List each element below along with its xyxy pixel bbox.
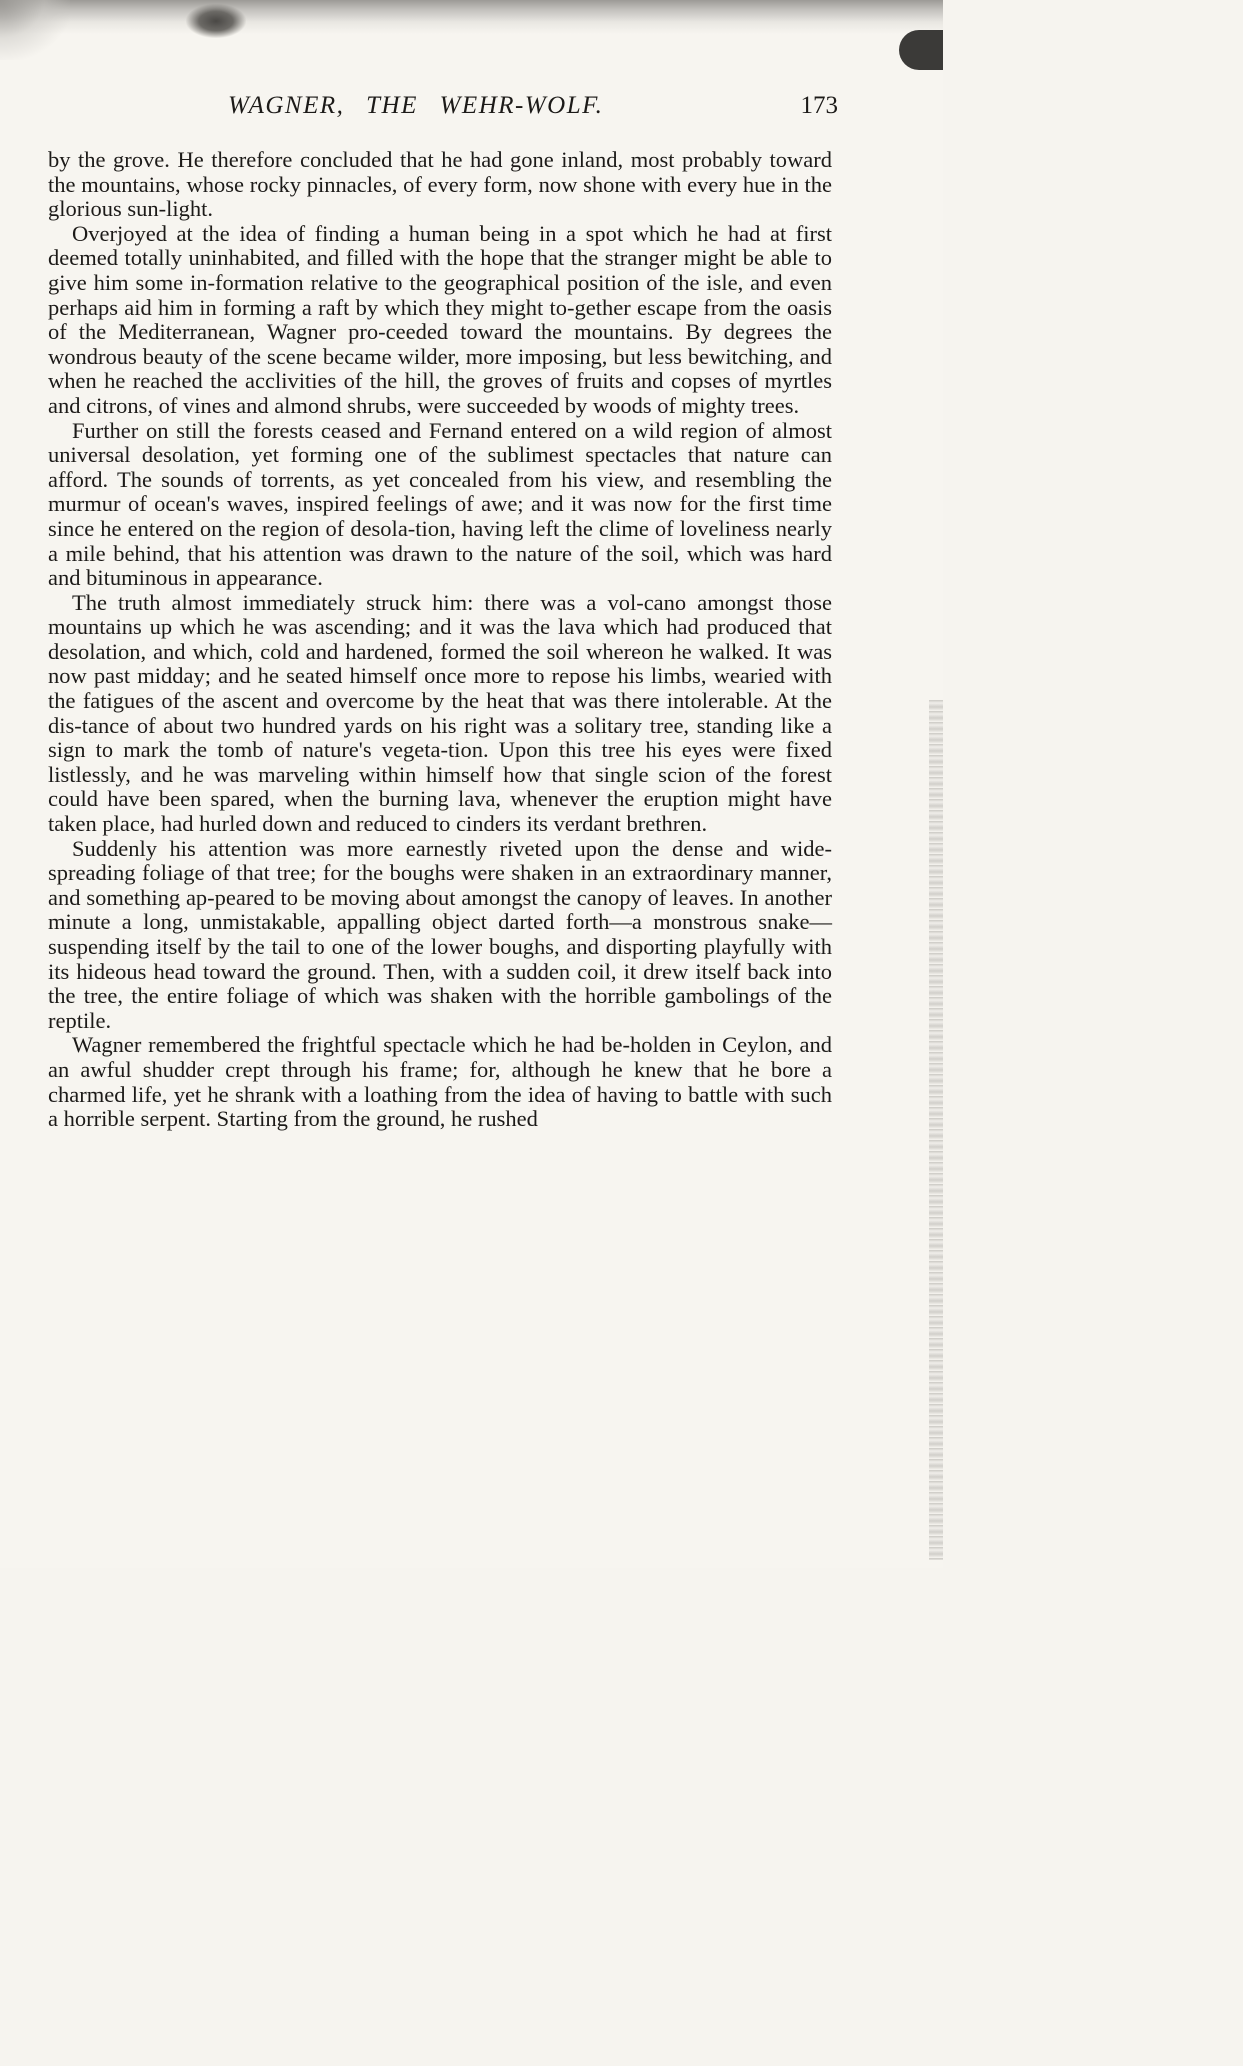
scan-shadow <box>0 0 943 34</box>
page-number: 173 <box>800 92 838 119</box>
page-header <box>48 92 838 126</box>
scan-blot <box>186 4 246 38</box>
scan-corner-shadow <box>0 0 70 60</box>
running-title: WAGNER, THE WEHR-WOLF. <box>228 92 604 119</box>
paragraph: Further on still the forests ceased and Fernand entered on a wild region of almost universal desolation, yet forming one of the sublimest spectacles that nature can afford. The sounds of torrents, as yet concealed from his view, and resembling the murmur of ocean's waves, inspired feelings of awe; and it was now for the first time since he entered on the region of desola-tion, having left the clime of loveliness nearly a mile behind, that his attention was drawn to the nature of the soil, which was hard and bituminous in appearance. <box>48 417 832 591</box>
page-edge-speckle <box>929 700 943 1560</box>
paragraph: Overjoyed at the idea of finding a human being in a spot which he had at first deemed totally uninhabited, and filled with the hope that the stranger might be able to give him some in-formation relative to the geographical position of the isle, and even perhaps aid him in forming a raft by which they might to-gether escape from the oasis of the Mediterranean, Wagner pro-ceeded toward the mountains. By degrees the wondrous beauty of the scene became wilder, more imposing, but less bewitching, and when he reached the acclivities of the hill, the groves of fruits and copses of myrtles and citrons, of vines and almond shrubs, were succeeded by woods of mighty trees. <box>48 220 832 418</box>
paragraph: The truth almost immediately struck him: there was a vol-cano amongst those mountains up which he was ascending; and it was the lava which had produced that desolation, and which, cold and hardened, formed the soil whereon he walked. It was now past midday; and he seated himself once more to repose his limbs, wearied with the fatigues of the ascent and overcome by the heat that was there intolerable. At the dis-tance of about two hundred yards on his right was a solitary tree, standing like a sign to mark the tomb of nature's vegeta-tion. Upon this tree his eyes were fixed listlessly, and he was marveling within himself how that single scion of the forest could have been spared, when the burning lava, whenever the eruption might have taken place, had hurled down and reduced to cinders its verdant brethren. <box>48 589 832 837</box>
paragraph: by the grove. He therefore concluded that he had gone inland, most probably toward the mountains, whose rocky pinnacles, of every form, now shone with every hue in the glorious sun-light. <box>48 147 832 222</box>
paragraph: Suddenly his attention was more earnestly riveted upon the dense and wide-spreading foliage of that tree; for the boughs were shaken in an extraordinary manner, and something ap-peared to be moving about amongst the canopy of leaves. In another minute a long, unmistakable, appalling object darted forth—a monstrous snake—suspending itself by the tail to one of the lower boughs, and disporting playfully with its hideous head toward the ground. Then, with a sudden coil, it drew itself back into the tree, the entire foliage of which was shaken with the horrible gambolings of the reptile. <box>48 835 832 1033</box>
paragraph: Wagner remembered the frightful spectacle which he had be-holden in Ceylon, and an awful shudder crept through his frame; for, although he knew that he bore a charmed life, yet he shrank with a loathing from the idea of having to battle with such a horrible serpent. Starting from the ground, he rushed <box>48 1032 832 1132</box>
body-text <box>48 148 832 1132</box>
page-edge-mark <box>899 30 943 70</box>
